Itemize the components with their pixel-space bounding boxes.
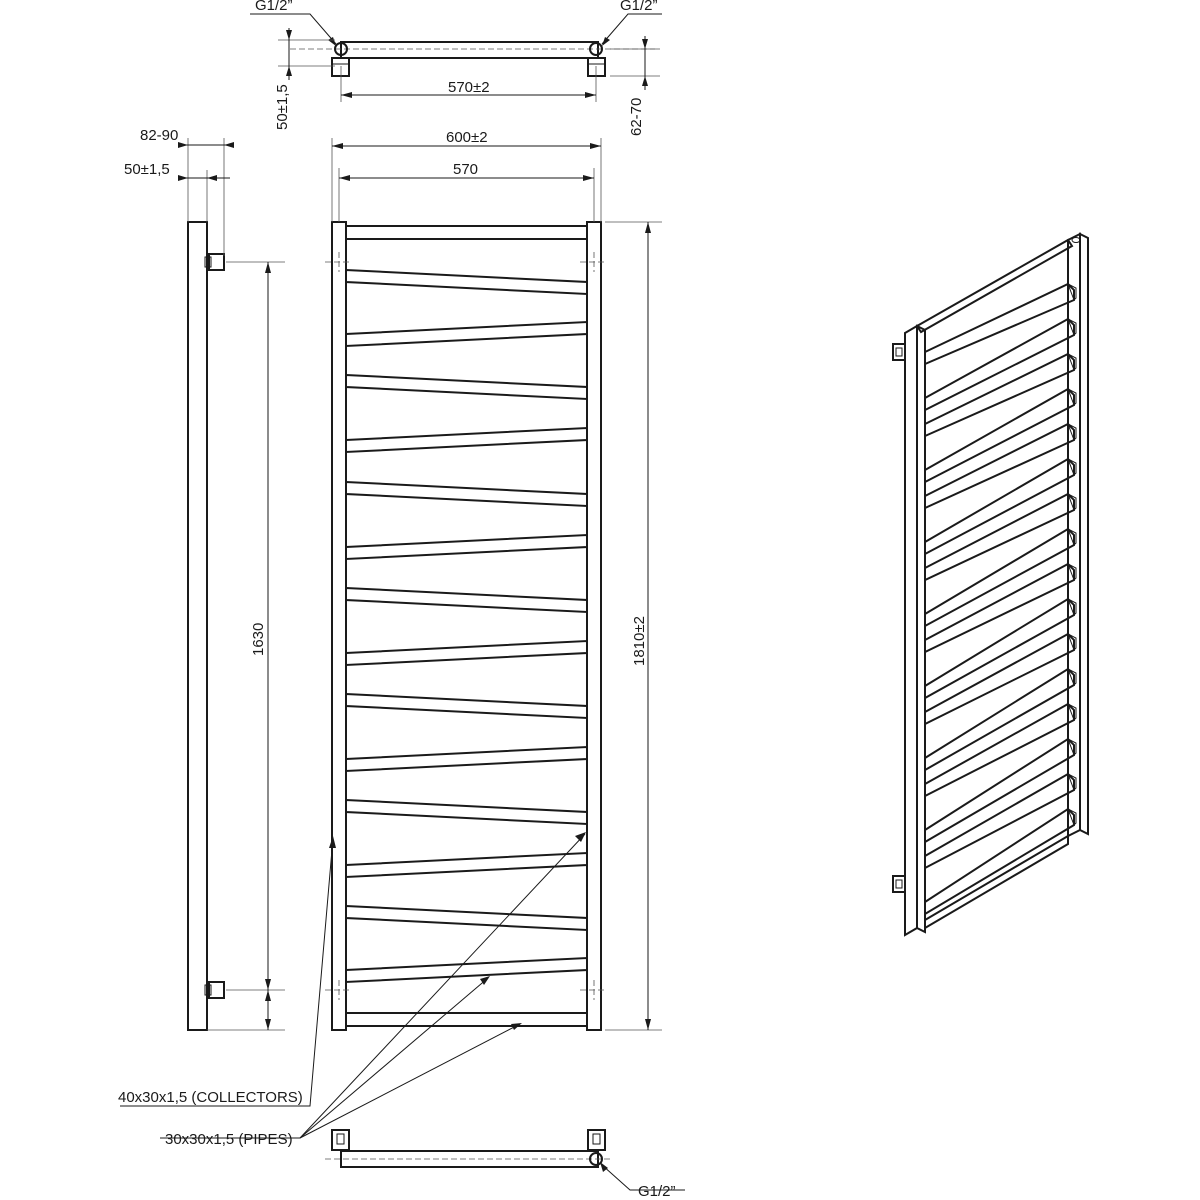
side-view [178,138,285,1030]
dim-inner-width: 570 [453,161,479,178]
pipe [346,428,587,452]
dim-overall-width: 600±2 [446,129,488,146]
pipe [346,482,587,506]
iso-pipe [925,424,1074,508]
pipe [346,270,587,294]
pipe [346,641,587,665]
pipe [346,958,587,982]
pipe-group [346,270,587,982]
pipe [346,747,587,771]
left-collector [332,222,346,1030]
iso-pipe [925,354,1074,436]
dim-connection-height: 1630 [250,622,267,656]
iso-pipe [925,529,1074,626]
iso-pipe [925,284,1074,364]
iso-pipe [925,494,1074,580]
pipe [346,800,587,824]
label-collectors: 40x30x1,5 (COLLECTORS) [118,1089,303,1106]
front-view [120,138,662,1138]
isometric-view [893,234,1088,935]
dim-side-offset: 50±1,5 [124,161,170,178]
pipe [346,906,587,930]
pipe [346,375,587,399]
dim-bottom-thread: G1/2” [638,1183,676,1200]
dim-wall-distance: 62-70 [628,97,645,136]
dim-top-offset: 50±1,5 [274,84,291,130]
pipe [346,853,587,877]
iso-pipe [925,809,1074,914]
iso-pipe-group [925,284,1076,914]
iso-pipe [925,739,1074,842]
dim-top-axis-spacing: 570±2 [448,79,490,96]
pipe [346,588,587,612]
pipe [346,322,587,346]
dim-side-depth: 82-90 [140,127,179,144]
pipe [346,535,587,559]
pipe [346,694,587,718]
right-collector [587,222,601,1030]
label-pipes: 30x30x1,5 (PIPES) [165,1131,293,1148]
iso-pipe [925,669,1074,770]
dim-overall-height: 1810±2 [631,616,648,666]
dim-top-left-thread: G1/2” [255,0,293,14]
dim-top-right-thread: G1/2” [620,0,658,14]
bottom-view [325,1130,685,1190]
